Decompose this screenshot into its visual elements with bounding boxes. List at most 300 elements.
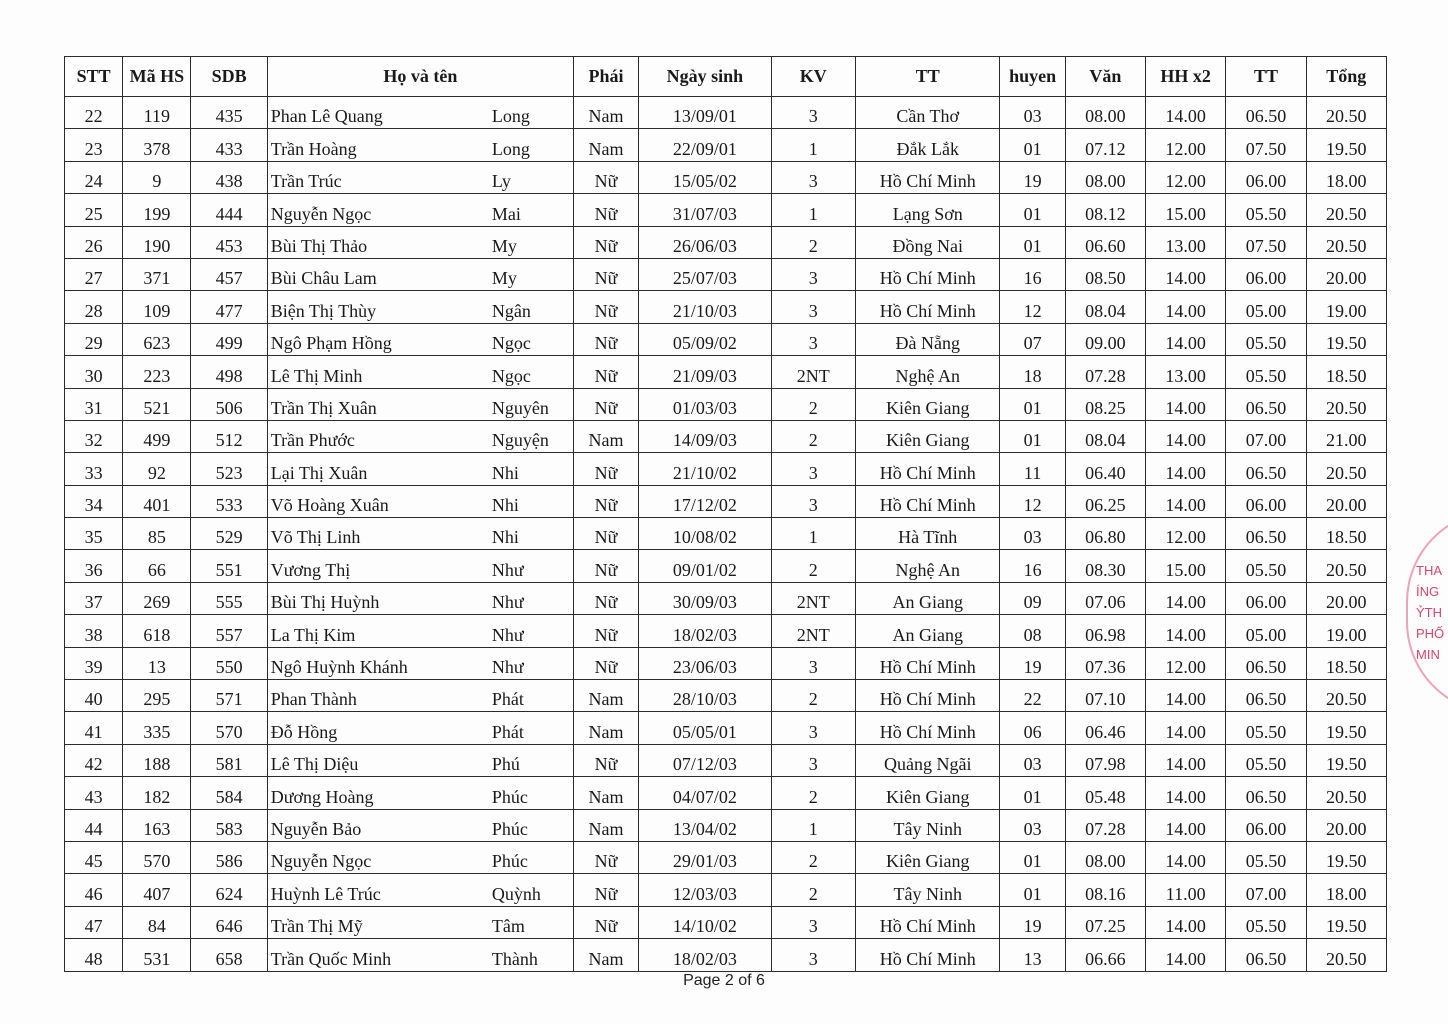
header-ngay-sinh: Ngày sinh — [639, 57, 772, 97]
cell-hh-x2: 14.00 — [1146, 97, 1226, 129]
cell-tt: Đắk Lắk — [855, 129, 1000, 161]
cell-hh-x2: 14.00 — [1146, 582, 1226, 614]
given-name: Ly — [491, 171, 511, 192]
header-sdb: SDB — [191, 57, 267, 97]
table-row — [65, 647, 1387, 679]
given-name: Long — [491, 138, 530, 159]
cell-sdb: 453 — [191, 226, 267, 258]
cell-name — [267, 809, 573, 841]
cell-tt: Hồ Chí Minh — [855, 453, 1000, 485]
stamp-line: PHỐ — [1416, 626, 1445, 641]
cell-tt: Hồ Chí Minh — [855, 485, 1000, 517]
cell-tt-score: 05.50 — [1226, 550, 1306, 582]
family-middle-name: Bùi Châu Lam — [270, 268, 377, 289]
family-middle-name: Huỳnh Lê Trúc — [270, 883, 381, 904]
cell-ma-hs: 499 — [123, 420, 191, 452]
cell-kv: 2 — [771, 680, 855, 712]
cell-tt-score: 05.50 — [1226, 323, 1306, 355]
cell-huyen: 19 — [1000, 647, 1065, 679]
cell-name — [267, 550, 573, 582]
cell-tong: 18.50 — [1306, 356, 1386, 388]
header-ho-va-ten: Họ và tên — [267, 57, 573, 97]
cell-tong: 19.00 — [1306, 615, 1386, 647]
cell-ma-hs: 199 — [123, 194, 191, 226]
family-middle-name: Lê Thị Minh — [270, 365, 363, 386]
family-middle-name: Vương Thị — [270, 559, 351, 580]
cell-tt: An Giang — [855, 582, 1000, 614]
cell-stt: 39 — [65, 647, 123, 679]
cell-kv: 2 — [771, 388, 855, 420]
cell-name — [267, 356, 573, 388]
cell-tt-score: 06.50 — [1226, 97, 1306, 129]
cell-tt-score: 06.50 — [1226, 453, 1306, 485]
given-name: Ngân — [491, 300, 531, 321]
given-name: Nguyên — [491, 397, 549, 418]
cell-kv: 2NT — [771, 356, 855, 388]
cell-hh-x2: 14.00 — [1146, 388, 1226, 420]
cell-kv: 2 — [771, 550, 855, 582]
family-middle-name: Võ Hoàng Xuân — [270, 495, 389, 516]
cell-ma-hs: 570 — [123, 841, 191, 873]
cell-tt: An Giang — [855, 615, 1000, 647]
cell-kv: 3 — [771, 906, 855, 938]
cell-sdb: 555 — [191, 582, 267, 614]
cell-tong: 18.50 — [1306, 647, 1386, 679]
cell-name — [267, 744, 573, 776]
cell-hh-x2: 14.00 — [1146, 680, 1226, 712]
cell-kv: 3 — [771, 485, 855, 517]
table-row — [65, 420, 1387, 452]
cell-ma-hs: 85 — [123, 518, 191, 550]
cell-stt: 40 — [65, 680, 123, 712]
cell-phai: Nữ — [573, 518, 638, 550]
cell-stt: 48 — [65, 939, 123, 971]
cell-tt-score: 07.50 — [1226, 129, 1306, 161]
cell-ma-hs: 84 — [123, 906, 191, 938]
family-middle-name: Trần Hoàng — [270, 138, 357, 159]
cell-phai: Nam — [573, 939, 638, 971]
family-middle-name: La Thị Kim — [270, 624, 356, 645]
cell-tt: Hồ Chí Minh — [855, 680, 1000, 712]
cell-sdb: 551 — [191, 550, 267, 582]
cell-ma-hs: 531 — [123, 939, 191, 971]
cell-huyen: 01 — [1000, 841, 1065, 873]
given-name: Như — [491, 657, 524, 678]
cell-tt: Cần Thơ — [855, 97, 1000, 129]
cell-kv: 3 — [771, 712, 855, 744]
cell-van: 08.16 — [1065, 874, 1145, 906]
page-number: Page 2 of 6 — [683, 972, 765, 989]
cell-ngay-sinh: 05/09/02 — [639, 323, 772, 355]
cell-tt: Nghệ An — [855, 550, 1000, 582]
cell-ngay-sinh: 04/07/02 — [639, 777, 772, 809]
family-middle-name: Trần Quốc Minh — [270, 948, 392, 969]
cell-huyen: 09 — [1000, 582, 1065, 614]
stamp-line: ỶTH — [1416, 605, 1442, 620]
cell-stt: 29 — [65, 323, 123, 355]
cell-kv: 2NT — [771, 615, 855, 647]
cell-tt: Tây Ninh — [855, 809, 1000, 841]
cell-sdb: 584 — [191, 777, 267, 809]
cell-tt-score: 06.50 — [1226, 518, 1306, 550]
cell-huyen: 18 — [1000, 356, 1065, 388]
cell-tong: 19.50 — [1306, 712, 1386, 744]
table-row — [65, 906, 1387, 938]
cell-tong: 19.00 — [1306, 291, 1386, 323]
cell-ma-hs: 521 — [123, 388, 191, 420]
cell-tt-score: 05.00 — [1226, 291, 1306, 323]
cell-tt: Quảng Ngãi — [855, 744, 1000, 776]
cell-hh-x2: 14.00 — [1146, 744, 1226, 776]
cell-hh-x2: 15.00 — [1146, 194, 1226, 226]
cell-sdb: 658 — [191, 939, 267, 971]
cell-tt-score: 06.50 — [1226, 777, 1306, 809]
cell-tt: Kiên Giang — [855, 841, 1000, 873]
given-name: My — [491, 268, 517, 289]
cell-ngay-sinh: 29/01/03 — [639, 841, 772, 873]
cell-tt-score: 05.50 — [1226, 194, 1306, 226]
table-row — [65, 874, 1387, 906]
cell-stt: 30 — [65, 356, 123, 388]
cell-kv: 1 — [771, 129, 855, 161]
cell-stt: 47 — [65, 906, 123, 938]
cell-huyen: 12 — [1000, 485, 1065, 517]
cell-ngay-sinh: 01/03/03 — [639, 388, 772, 420]
cell-stt: 34 — [65, 485, 123, 517]
table-row — [65, 550, 1387, 582]
cell-ma-hs: 66 — [123, 550, 191, 582]
cell-tong: 19.50 — [1306, 744, 1386, 776]
cell-huyen: 01 — [1000, 194, 1065, 226]
cell-phai: Nữ — [573, 323, 638, 355]
family-middle-name: Phan Lê Quang — [270, 106, 383, 127]
table-row — [65, 194, 1387, 226]
cell-name — [267, 323, 573, 355]
cell-hh-x2: 14.00 — [1146, 258, 1226, 290]
family-middle-name: Dương Hoàng — [270, 786, 374, 807]
cell-stt: 26 — [65, 226, 123, 258]
family-middle-name: Phan Thành — [270, 689, 357, 710]
cell-tong: 20.00 — [1306, 485, 1386, 517]
header-huyen: huyen — [1000, 57, 1065, 97]
cell-phai: Nữ — [573, 906, 638, 938]
cell-tt: Hồ Chí Minh — [855, 258, 1000, 290]
cell-ngay-sinh: 15/05/02 — [639, 161, 772, 193]
cell-tong: 19.50 — [1306, 323, 1386, 355]
cell-hh-x2: 14.00 — [1146, 485, 1226, 517]
cell-tt-score: 07.00 — [1226, 874, 1306, 906]
cell-stt: 44 — [65, 809, 123, 841]
cell-ngay-sinh: 05/05/01 — [639, 712, 772, 744]
header-phai: Phái — [573, 57, 638, 97]
family-middle-name: Trần Thị Mỹ — [270, 916, 363, 937]
cell-hh-x2: 12.00 — [1146, 161, 1226, 193]
cell-kv: 3 — [771, 453, 855, 485]
header-tong: Tổng — [1306, 57, 1386, 97]
cell-van: 08.00 — [1065, 161, 1145, 193]
header-tt: TT — [855, 57, 1000, 97]
cell-ma-hs: 269 — [123, 582, 191, 614]
cell-phai: Nữ — [573, 291, 638, 323]
family-middle-name: Bùi Thị Thảo — [270, 235, 368, 256]
cell-stt: 35 — [65, 518, 123, 550]
cell-ngay-sinh: 18/02/03 — [639, 615, 772, 647]
table-row — [65, 226, 1387, 258]
family-middle-name: Ngô Phạm Hồng — [270, 333, 392, 354]
cell-hh-x2: 12.00 — [1146, 129, 1226, 161]
cell-phai: Nữ — [573, 194, 638, 226]
cell-stt: 32 — [65, 420, 123, 452]
family-middle-name: Nguyễn Ngọc — [270, 851, 372, 872]
table-row — [65, 453, 1387, 485]
stamp-line: ÍNG — [1416, 584, 1440, 599]
cell-phai: Nữ — [573, 874, 638, 906]
cell-huyen: 22 — [1000, 680, 1065, 712]
cell-phai: Nam — [573, 420, 638, 452]
given-name: Như — [491, 592, 524, 613]
cell-hh-x2: 13.00 — [1146, 356, 1226, 388]
cell-name — [267, 680, 573, 712]
cell-name — [267, 97, 573, 129]
cell-tt: Kiên Giang — [855, 420, 1000, 452]
cell-phai: Nam — [573, 809, 638, 841]
cell-phai: Nữ — [573, 356, 638, 388]
cell-phai: Nam — [573, 97, 638, 129]
cell-phai: Nữ — [573, 226, 638, 258]
cell-kv: 2NT — [771, 582, 855, 614]
cell-van: 08.50 — [1065, 258, 1145, 290]
table-row — [65, 485, 1387, 517]
cell-van: 08.25 — [1065, 388, 1145, 420]
cell-sdb: 477 — [191, 291, 267, 323]
cell-stt: 43 — [65, 777, 123, 809]
cell-sdb: 444 — [191, 194, 267, 226]
cell-tt: Hồ Chí Minh — [855, 939, 1000, 971]
cell-ngay-sinh: 13/04/02 — [639, 809, 772, 841]
cell-stt: 24 — [65, 161, 123, 193]
cell-ma-hs: 92 — [123, 453, 191, 485]
cell-tt-score: 06.00 — [1226, 582, 1306, 614]
cell-huyen: 19 — [1000, 906, 1065, 938]
given-name: Quỳnh — [491, 883, 541, 904]
cell-stt: 33 — [65, 453, 123, 485]
cell-sdb: 499 — [191, 323, 267, 355]
cell-tt: Đồng Nai — [855, 226, 1000, 258]
table-row — [65, 777, 1387, 809]
cell-stt: 38 — [65, 615, 123, 647]
cell-tt: Đà Nẵng — [855, 323, 1000, 355]
cell-tt: Kiên Giang — [855, 388, 1000, 420]
cell-van: 08.00 — [1065, 97, 1145, 129]
cell-ma-hs: 407 — [123, 874, 191, 906]
cell-tt-score: 06.00 — [1226, 485, 1306, 517]
cell-huyen: 12 — [1000, 291, 1065, 323]
cell-hh-x2: 11.00 — [1146, 874, 1226, 906]
table-row — [65, 388, 1387, 420]
family-middle-name: Võ Thị Linh — [270, 527, 361, 548]
cell-kv: 1 — [771, 518, 855, 550]
cell-kv: 2 — [771, 226, 855, 258]
cell-kv: 3 — [771, 161, 855, 193]
cell-ngay-sinh: 21/10/02 — [639, 453, 772, 485]
cell-phai: Nữ — [573, 485, 638, 517]
cell-sdb: 571 — [191, 680, 267, 712]
cell-van: 07.06 — [1065, 582, 1145, 614]
cell-van: 09.00 — [1065, 323, 1145, 355]
cell-sdb: 646 — [191, 906, 267, 938]
cell-tt: Hồ Chí Minh — [855, 161, 1000, 193]
cell-ma-hs: 378 — [123, 129, 191, 161]
cell-name — [267, 906, 573, 938]
cell-hh-x2: 14.00 — [1146, 777, 1226, 809]
cell-ma-hs: 618 — [123, 615, 191, 647]
cell-kv: 3 — [771, 258, 855, 290]
cell-name — [267, 258, 573, 290]
table-row — [65, 582, 1387, 614]
family-middle-name: Ngô Huỳnh Khánh — [270, 657, 408, 678]
cell-sdb: 438 — [191, 161, 267, 193]
cell-kv: 3 — [771, 939, 855, 971]
cell-kv: 1 — [771, 194, 855, 226]
cell-ngay-sinh: 17/12/02 — [639, 485, 772, 517]
cell-huyen: 01 — [1000, 388, 1065, 420]
cell-van: 06.80 — [1065, 518, 1145, 550]
given-name: Nhi — [491, 462, 519, 483]
cell-tt-score: 06.50 — [1226, 939, 1306, 971]
cell-hh-x2: 14.00 — [1146, 906, 1226, 938]
cell-name — [267, 129, 573, 161]
cell-huyen: 01 — [1000, 420, 1065, 452]
cell-sdb: 529 — [191, 518, 267, 550]
given-name: Phúc — [491, 818, 528, 839]
cell-sdb: 512 — [191, 420, 267, 452]
cell-ngay-sinh: 22/09/01 — [639, 129, 772, 161]
table-row — [65, 323, 1387, 355]
cell-hh-x2: 15.00 — [1146, 550, 1226, 582]
cell-name — [267, 388, 573, 420]
cell-hh-x2: 13.00 — [1146, 226, 1226, 258]
cell-ma-hs: 335 — [123, 712, 191, 744]
family-middle-name: Trần Trúc — [270, 171, 342, 192]
cell-tt-score: 05.00 — [1226, 615, 1306, 647]
cell-sdb: 435 — [191, 97, 267, 129]
cell-name — [267, 453, 573, 485]
cell-ma-hs: 163 — [123, 809, 191, 841]
cell-name — [267, 291, 573, 323]
cell-tt: Hà Tĩnh — [855, 518, 1000, 550]
cell-van: 06.25 — [1065, 485, 1145, 517]
cell-ma-hs: 9 — [123, 161, 191, 193]
family-middle-name: Bùi Thị Huỳnh — [270, 592, 380, 613]
cell-tt-score: 05.50 — [1226, 712, 1306, 744]
cell-tt-score: 06.50 — [1226, 680, 1306, 712]
cell-ma-hs: 295 — [123, 680, 191, 712]
given-name: Ngọc — [491, 333, 531, 354]
cell-tong: 19.50 — [1306, 129, 1386, 161]
given-name: My — [491, 235, 517, 256]
cell-huyen: 06 — [1000, 712, 1065, 744]
cell-ngay-sinh: 09/01/02 — [639, 550, 772, 582]
cell-van: 07.28 — [1065, 356, 1145, 388]
given-name: Tâm — [491, 916, 525, 937]
cell-kv: 2 — [771, 777, 855, 809]
given-name: Nhi — [491, 527, 519, 548]
cell-phai: Nam — [573, 712, 638, 744]
given-name: Nguyện — [491, 430, 549, 451]
cell-van: 08.12 — [1065, 194, 1145, 226]
cell-name — [267, 841, 573, 873]
cell-huyen: 03 — [1000, 97, 1065, 129]
header-kv: KV — [771, 57, 855, 97]
cell-tt: Nghệ An — [855, 356, 1000, 388]
cell-stt: 31 — [65, 388, 123, 420]
family-middle-name: Lại Thị Xuân — [270, 462, 368, 483]
cell-van: 07.10 — [1065, 680, 1145, 712]
cell-tt-score: 07.00 — [1226, 420, 1306, 452]
table-row — [65, 258, 1387, 290]
header-van: Văn — [1065, 57, 1145, 97]
table-row — [65, 809, 1387, 841]
cell-huyen: 01 — [1000, 777, 1065, 809]
table-row — [65, 518, 1387, 550]
cell-sdb: 457 — [191, 258, 267, 290]
cell-tong: 20.00 — [1306, 809, 1386, 841]
cell-tong: 18.50 — [1306, 518, 1386, 550]
cell-ma-hs: 223 — [123, 356, 191, 388]
cell-sdb: 550 — [191, 647, 267, 679]
cell-phai: Nữ — [573, 615, 638, 647]
cell-tt: Hồ Chí Minh — [855, 291, 1000, 323]
cell-sdb: 570 — [191, 712, 267, 744]
cell-name — [267, 161, 573, 193]
cell-hh-x2: 14.00 — [1146, 291, 1226, 323]
results-table — [64, 56, 1387, 972]
cell-stt: 25 — [65, 194, 123, 226]
cell-van: 07.12 — [1065, 129, 1145, 161]
table-header-row — [65, 57, 1387, 97]
table-body — [65, 97, 1387, 972]
family-middle-name: Biện Thị Thùy — [270, 300, 377, 321]
cell-kv: 2 — [771, 874, 855, 906]
cell-stt: 41 — [65, 712, 123, 744]
family-middle-name: Trần Thị Xuân — [270, 397, 377, 418]
cell-ngay-sinh: 14/10/02 — [639, 906, 772, 938]
cell-tong: 20.50 — [1306, 453, 1386, 485]
cell-tt: Kiên Giang — [855, 777, 1000, 809]
cell-van: 07.98 — [1065, 744, 1145, 776]
cell-van: 08.04 — [1065, 291, 1145, 323]
cell-van: 06.46 — [1065, 712, 1145, 744]
cell-name — [267, 712, 573, 744]
cell-tong: 20.50 — [1306, 939, 1386, 971]
cell-sdb: 583 — [191, 809, 267, 841]
cell-ngay-sinh: 10/08/02 — [639, 518, 772, 550]
cell-tong: 20.50 — [1306, 226, 1386, 258]
cell-ngay-sinh: 30/09/03 — [639, 582, 772, 614]
cell-ma-hs: 13 — [123, 647, 191, 679]
table-row — [65, 356, 1387, 388]
header-tt-score: TT — [1226, 57, 1306, 97]
cell-phai: Nữ — [573, 258, 638, 290]
cell-stt: 42 — [65, 744, 123, 776]
cell-tt-score: 06.00 — [1226, 809, 1306, 841]
header-ma-hs: Mã HS — [123, 57, 191, 97]
cell-name — [267, 420, 573, 452]
cell-tong: 20.50 — [1306, 194, 1386, 226]
cell-tt-score: 06.00 — [1226, 161, 1306, 193]
cell-phai: Nữ — [573, 453, 638, 485]
cell-tt-score: 05.50 — [1226, 356, 1306, 388]
